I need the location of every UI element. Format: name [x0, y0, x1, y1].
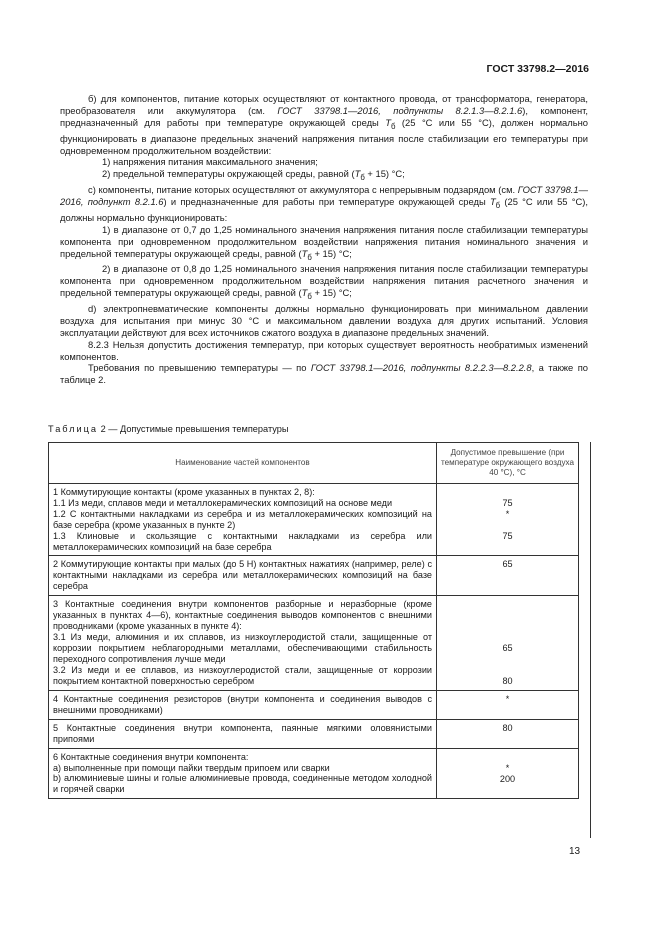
table-row: 6 Контактные соединения внутри компонента: а) выполненные при помощи пайки твердым припоем или сварки b) алюминиевые шины и голые алюминиевые провода, соединенные методом холодной и горячей сварки * 200 — [49, 748, 579, 799]
paragraph-requirements: Требования по превышению температуры — по ГОСТ 33798.1—2016, подпункты 8.2.2.3—8.2.2.8, а также по таблице 2. — [60, 362, 588, 386]
body-text — [60, 93, 588, 386]
table-caption: Таблица 2 — Допустимые превышения температуры — [48, 424, 289, 434]
page-number: 13 — [569, 846, 581, 857]
table-row: 5 Контактные соединения внутри компонента, паянные мягкими оловянистыми припоями 80 — [49, 719, 579, 748]
paragraph-8-2-3: 8.2.3 Нельзя допустить достижения температур, при которых существует вероятность необратимых изменений компонентов. — [60, 338, 588, 362]
standard-number: ГОСТ 33798.2—2016 — [486, 63, 589, 75]
table-row: 4 Контактные соединения резисторов (внутри компонента и соединения выводов с внешними проводниками) * — [49, 690, 579, 719]
table-row: 3 Контактные соединения внутри компонентов разборные и неразборные (кроме указанных в пунктах 4—6), контактные соединения выводов компонентов с внешними проводниками (кроме указанных в пункте 4): 3.1 Из меди, алюминия и их сплавов, из низкоуглеродистой стали, защищенные от коррозии покрытием неблагородными металлами, обеспечивающими стабильность переходного сопротивления лучше меди 3.2 Из меди и ее сплавов, из низкоуглеродистой стали, защищенные от коррозии покрытием контактной поверхностью серебром 65 80 — [49, 596, 579, 691]
paragraph-d: d) электропневматические компоненты должны нормально функционировать при минимальном давлении воздуха для испытания при минус 30 °С и максимальном давлении воздуха для других испытаний. Условия эксплуатации действуют для всех источников сжатого воздуха в диапазоне предельных значений. — [60, 302, 588, 338]
table-row: 1 Коммутирующие контакты (кроме указанных в пунктах 2, 8): 1.1 Из меди, сплавов меди и металлокерамических композиций на основе меди 1.2 С контактными накладками из серебра и из металлокерамических композиций на базе серебра (кроме указанных в пункте 2) 1.3 Клиновые и скользящие с контактными накладками из серебра или металлокерамических композиций на базе серебра 75 * 75 — [49, 484, 579, 556]
header-part-name: Наименование частей компонентов — [49, 443, 437, 484]
paragraph-b2: 2) предельной температуры окружающей среды, равной $(Т_б + 15)$ °С; — [102, 168, 405, 183]
paragraph-c: с) компоненты, питание которых осуществляют от аккумулятора с непрерывным подзарядом (см. ГОСТ 33798.1—2016, подпункт 8.2.1.6) и предназначенные для работы при температуре окружающей среды $Т_б$ (25 °С или 55 °С), должны нормально функционировать: — [60, 184, 588, 223]
temperature-table — [48, 442, 579, 799]
table-header-row — [49, 443, 579, 484]
margin-rule — [590, 442, 591, 838]
paragraph-c2: 2) в диапазоне от 0,8 до 1,25 номинального значения напряжения питания после стабилизации температуры компонента при одновременном продолжительном воздействии напряжения питания расчетного значения и предельной температуры окружающей среды, равной $(Т_б + 15)$ °С; — [60, 263, 588, 301]
paragraph-c1: 1) в диапазоне от 0,7 до 1,25 номинального значения напряжения питания после стабилизации температуры компонента при одновременном продолжительном воздействии напряжения питания номинального значения и предельной температуры окружающей среды, равной $(Т_б + 15)$ °С; — [60, 223, 588, 262]
header-permissible-rise: Допустимое превышение (при температуре окружающего воздуха 40 °С), °С — [437, 443, 579, 484]
paragraph-b1: 1) напряжения питания максимального значения; — [102, 156, 318, 168]
paragraph-b: б) для компонентов, питание которых осуществляют от контактного провода, от трансформатора, генератора, преобразователя или аккумулятора (см. ГОСТ 33798.1—2016, подпункты 8.2.1.3—8.2.1.6), компонент, предназначенный для работы при температуре окружающей среды $Т_б$ (25 °С или 55 °С), должен нормально функционировать в диапазоне предельных значений напряжения питания после стабилизации его температуры при одновременном продолжительном воздействии: — [60, 93, 588, 156]
table-row: 2 Коммутирующие контакты при малых (до 5 Н) контактных нажатиях (например, реле) с контактными накладками из серебра или металлокерамических композиций на базе серебра 65 — [49, 556, 579, 596]
